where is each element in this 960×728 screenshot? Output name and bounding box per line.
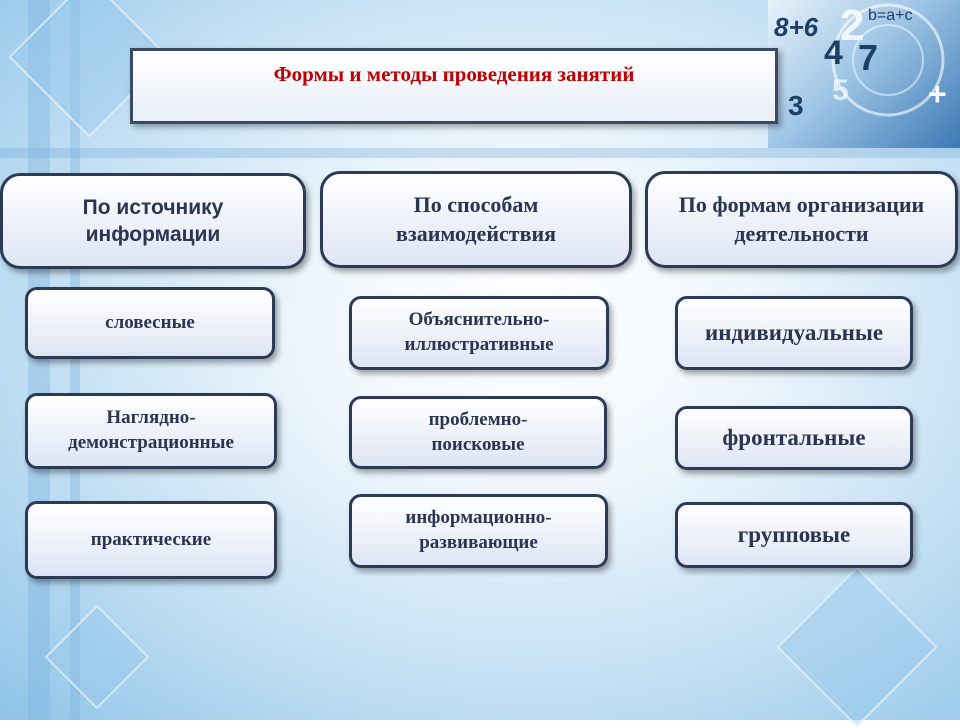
math-fragment: 2	[840, 1, 865, 50]
header-line: взаимодействия	[395, 220, 557, 246]
math-fragment: +	[928, 76, 947, 112]
math-fragment: 4	[824, 34, 843, 72]
item-individualnye	[675, 296, 913, 370]
math-fragment: 7	[858, 37, 879, 78]
item-line: демонстрационные	[68, 432, 234, 453]
item-gruppovye	[675, 502, 913, 568]
item-naglyadno	[25, 393, 277, 469]
item-line: фронтальные	[722, 425, 866, 451]
header-line: По источнику	[82, 195, 224, 219]
item-problemno	[349, 396, 607, 469]
item-obyasnitelno	[349, 296, 609, 370]
math-fragment: 3	[788, 90, 804, 121]
page-title: Формы и методы проведения занятий	[273, 62, 635, 86]
math-fragment: 5	[832, 74, 849, 107]
header-source-of-information	[0, 173, 306, 269]
item-frontalnye	[675, 406, 913, 470]
item-line: развивающие	[419, 532, 538, 553]
item-line: поисковые	[431, 433, 525, 455]
item-line: Объяснительно-	[408, 309, 550, 331]
math-decor-image	[768, 0, 960, 148]
header-line: информации	[85, 223, 221, 246]
header-interaction-methods	[320, 171, 632, 268]
item-line: практические	[90, 528, 212, 550]
header-line: По способам	[413, 191, 539, 217]
math-fragment: 8+6	[774, 12, 819, 42]
title-box	[130, 48, 778, 124]
item-line: групповые	[737, 522, 851, 548]
header-organization-forms	[645, 171, 958, 268]
decor-stripe-vertical	[28, 0, 50, 720]
header-line: По формам организации	[678, 191, 925, 217]
item-line: словесные	[105, 311, 195, 333]
item-line: Наглядно-	[106, 407, 196, 429]
item-line: проблемно-	[428, 408, 528, 430]
item-line: индивидуальные	[704, 320, 884, 346]
item-prakticheskie	[25, 501, 277, 579]
item-line: иллюстративные	[404, 334, 554, 355]
item-informatsionno	[349, 494, 608, 568]
decor-stripe-horizontal	[0, 148, 960, 158]
item-slovesnye	[25, 287, 275, 359]
item-line: информационно-	[405, 507, 552, 529]
math-fragment: b=a+c	[868, 7, 913, 24]
header-line: деятельности	[734, 220, 869, 246]
